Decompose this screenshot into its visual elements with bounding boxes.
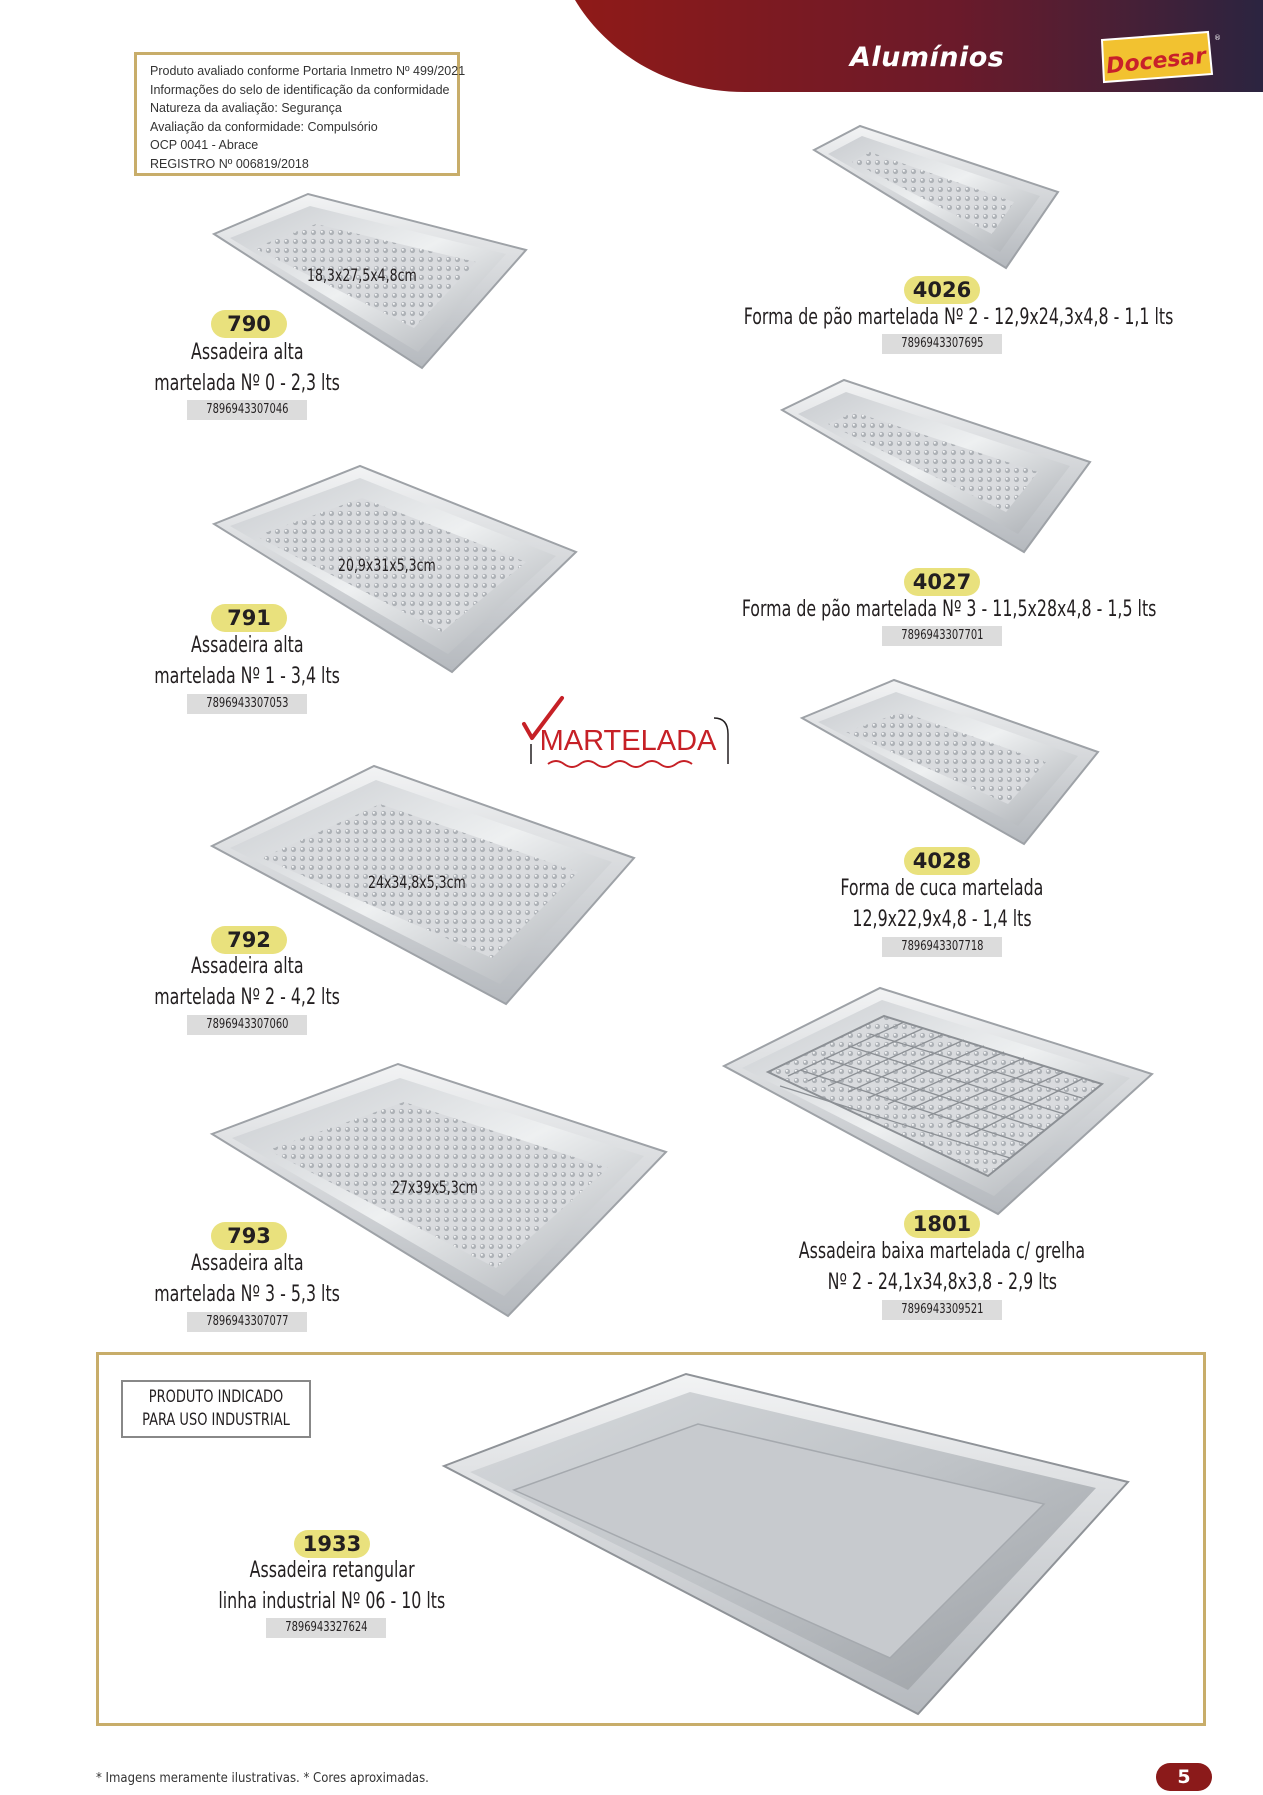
docesar-logo [1096, 30, 1221, 86]
product-name [690, 873, 1194, 935]
industrial-use-tag [121, 1380, 311, 1438]
product-name-line: Assadeira alta [190, 1251, 304, 1276]
product-code-badge: 1933 [294, 1530, 370, 1558]
ean-barcode-number: 7896943307718 [882, 937, 1002, 957]
product-image-4026 [810, 122, 1062, 272]
product-name [112, 337, 382, 399]
ean-barcode-number: 7896943327624 [266, 1618, 386, 1638]
product-code-badge: 4027 [904, 568, 980, 596]
product-name-line: Forma de cuca martelada [840, 876, 1044, 901]
product-name-line: 12,9x22,9x4,8 - 1,4 lts [852, 907, 1032, 932]
inmetro-certification-box [134, 52, 466, 176]
ean-barcode-number: 7896943307695 [882, 334, 1002, 354]
product-name-line: martelada Nº 0 - 2,3 lts [154, 371, 340, 396]
product-name-line: Nº 2 - 24,1x34,8x3,8 - 2,9 lts [827, 1270, 1057, 1295]
section-title: Alumínios [850, 42, 1005, 73]
svg-text:Docesar: Docesar [1105, 43, 1208, 80]
product-name-line: Assadeira alta [190, 954, 304, 979]
product-name-line: martelada Nº 2 - 4,2 lts [154, 985, 340, 1010]
cert-line: Natureza da avaliação: Segurança [150, 101, 342, 116]
ean-barcode-number: 7896943307060 [187, 1015, 307, 1035]
product-image-1933 [440, 1372, 1132, 1716]
dimensions-label: 18,3x27,5x4,8cm [307, 266, 417, 286]
product-image-1801 [720, 986, 1156, 1218]
dimensions-label: 24x34,8x5,3cm [368, 873, 466, 893]
product-code-badge: 4026 [904, 276, 980, 304]
product-name-line: Forma de pão martelada Nº 3 - 11,5x28x4,8 - 1,5 lts [741, 597, 1157, 622]
product-image-4027 [778, 376, 1094, 556]
product-name-line: linha industrial Nº 06 - 10 lts [218, 1589, 446, 1614]
product-code-badge: 790 [211, 310, 287, 338]
product-name-line: Assadeira retangular [249, 1558, 415, 1583]
product-name [112, 951, 382, 1013]
page-number: 5 [1156, 1763, 1212, 1791]
product-name-line: Forma de pão martelada Nº 2 - 12,9x24,3x4,8 - 1,1 lts [743, 305, 1174, 330]
cert-line: Produto avaliado conforme Portaria Inmetro Nº 499/2021 [150, 64, 466, 78]
industrial-tag-line: PRODUTO INDICADO [148, 1387, 284, 1407]
product-name [690, 1236, 1194, 1298]
product-name-line: martelada Nº 3 - 5,3 lts [154, 1282, 340, 1307]
martelada-text: MARTELADA [539, 725, 717, 757]
dimensions-label: 27x39x5,3cm [392, 1178, 478, 1198]
cert-line: REGISTRO Nº 006819/2018 [150, 156, 309, 171]
industrial-tag-line: PARA USO INDUSTRIAL [142, 1410, 290, 1430]
martelada-badge [518, 694, 738, 770]
product-name [180, 1555, 484, 1617]
ean-barcode-number: 7896943307046 [187, 400, 307, 420]
product-name-line: Assadeira alta [190, 633, 304, 658]
product-code-badge: 1801 [904, 1210, 980, 1238]
product-name [112, 1248, 382, 1310]
product-code-badge: 793 [211, 1222, 287, 1250]
dimensions-label: 20,9x31x5,3cm [338, 556, 436, 576]
product-name-line: Assadeira baixa martelada c/ grelha [798, 1239, 1086, 1264]
product-name-line: martelada Nº 1 - 3,4 lts [154, 664, 340, 689]
svg-text:®: ® [1214, 34, 1221, 42]
product-image-4028 [798, 676, 1102, 848]
ean-barcode-number: 7896943309521 [882, 1300, 1002, 1320]
product-name [690, 594, 1194, 625]
product-name [690, 302, 1194, 333]
ean-barcode-number: 7896943307077 [187, 1312, 307, 1332]
ean-barcode-number: 7896943307701 [882, 626, 1002, 646]
product-name [112, 630, 382, 692]
product-code-badge: 791 [211, 604, 287, 632]
product-code-badge: 4028 [904, 847, 980, 875]
ean-barcode-number: 7896943307053 [187, 694, 307, 714]
footnote: * Imagens meramente ilustrativas. * Cores aproximadas. [96, 1771, 429, 1786]
cert-line: Avaliação da conformidade: Compulsório [150, 119, 378, 134]
cert-line: Informações do selo de identificação da conformidade [150, 82, 450, 97]
cert-line: OCP 0041 - Abrace [150, 138, 259, 153]
product-code-badge: 792 [211, 926, 287, 954]
product-name-line: Assadeira alta [190, 340, 304, 365]
